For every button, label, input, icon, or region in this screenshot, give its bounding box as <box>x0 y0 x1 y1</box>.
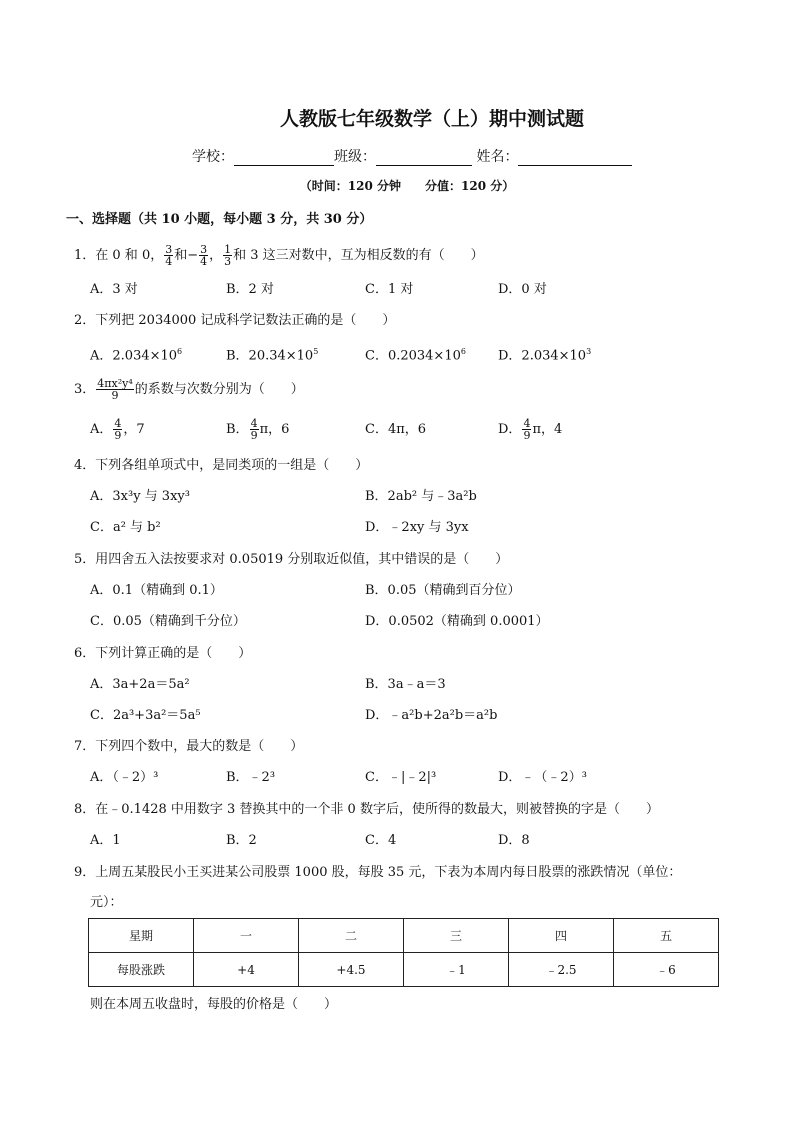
table-cell: 每股涨跌 <box>89 953 194 987</box>
name-label: 姓名： <box>476 149 519 165</box>
option-a[interactable]: A．0.1（精确到 0.1） <box>90 583 223 598</box>
question-5: 5．用四舍五入法按要求对 0.05019 分别取近似值，其中错误的是（ ） <box>74 552 509 567</box>
option-a[interactable]: A．1 <box>90 833 121 848</box>
student-info-line <box>192 146 632 166</box>
table-cell: 五 <box>614 919 719 953</box>
option-b[interactable]: B．2 <box>226 833 257 848</box>
section-heading: 一、选择题（共 10 小题，每小题 3 分，共 30 分） <box>66 212 373 227</box>
question-9-prompt: 则在本周五收盘时，每股的价格是（ ） <box>90 997 338 1012</box>
option-c[interactable]: C．0.05（精确到千分位） <box>90 614 246 629</box>
stock-change-table <box>88 918 719 987</box>
table-cell: ﹣1 <box>404 953 509 987</box>
option-d[interactable]: D．﹣a²b+2a²b＝a²b <box>365 708 498 723</box>
question-2: 2．下列把 2034000 记成科学记数法正确的是（ ） <box>74 313 396 328</box>
question-3: 3． $\frac{\text{4πx²y⁴}}{9}$ 的系数与次数分别为（ ） <box>74 377 304 402</box>
option-d[interactable]: D．8 <box>498 833 530 848</box>
option-a[interactable]: A．（﹣2）³ <box>90 770 159 785</box>
q1-mid: 和− <box>174 248 199 263</box>
option-d[interactable]: D．0.0502（精确到 0.0001） <box>365 614 549 629</box>
option-b[interactable]: B．2ab² 与﹣3a²b <box>365 489 477 504</box>
question-7: 7．下列四个数中，最大的数是（ ） <box>74 739 304 754</box>
school-blank[interactable] <box>234 149 334 166</box>
option-d[interactable]: D．0 对 <box>498 282 547 297</box>
option-a[interactable]: A．$2.034\times 10^6$ <box>90 347 183 364</box>
option-c[interactable]: C．a² 与 b² <box>90 520 161 535</box>
option-b[interactable]: B．﹣2³ <box>226 770 276 785</box>
option-a[interactable]: A．3x³y 与 3xy³ <box>90 489 190 504</box>
q1-mid: ， <box>209 248 223 263</box>
class-label: 班级： <box>334 149 376 165</box>
fraction: $\frac{1}{3}$ <box>224 243 232 268</box>
question-9: 9．上周五某股民小王买进某公司股票 1000 股，每股 35 元，下表为本周内每日股票的涨跌情况（单位： <box>74 865 682 880</box>
option-a[interactable]: A．3 对 <box>90 282 138 297</box>
option-c[interactable]: C．4 <box>365 833 397 848</box>
question-9-cont: 元）： <box>90 895 123 910</box>
table-cell: +4.5 <box>299 953 404 987</box>
q1-post: 和 3 这三对数中，互为相反数的有（ ） <box>233 248 484 263</box>
option-c[interactable]: C．4π，6 <box>365 422 427 437</box>
option-b[interactable]: B．$20.34\times 10^5$ <box>226 347 319 364</box>
table-cell: 二 <box>299 919 404 953</box>
table-row <box>89 953 719 987</box>
option-b[interactable]: B．2 对 <box>226 282 274 297</box>
option-c[interactable]: C．1 对 <box>365 282 414 297</box>
table-cell: 三 <box>404 919 509 953</box>
option-a[interactable]: A．3a+2a＝5a² <box>90 677 190 692</box>
question-1 <box>74 244 484 267</box>
fraction: $\frac{\text{4πx²y⁴}}{9}$ <box>97 377 133 402</box>
option-b[interactable]: B．3a﹣a＝3 <box>365 677 446 692</box>
table-cell: +4 <box>194 953 299 987</box>
class-blank[interactable] <box>376 149 472 166</box>
fraction: $\frac{3}{4}$ <box>165 243 173 268</box>
option-d[interactable]: D． $\frac{4}{9}$ π，4 <box>498 417 563 442</box>
option-c[interactable]: C．﹣|﹣2|³ <box>365 770 437 785</box>
option-c[interactable]: C．$0.2034\times 10^6$ <box>365 347 466 364</box>
option-d[interactable]: D．$2.034\times 10^3$ <box>498 347 592 364</box>
q1-pre: 1．在 0 和 0， <box>74 248 164 263</box>
page-title: 人教版七年级数学（上）期中测试题 <box>279 108 584 130</box>
option-d[interactable]: D．﹣（﹣2）³ <box>498 770 587 785</box>
option-c[interactable]: C．2a³+3a²＝5a⁵ <box>90 708 201 723</box>
question-8: 8．在﹣0.1428 中用数字 3 替换其中的一个非 0 数字后，使所得的数最大，则被替换的字是（ ） <box>74 802 659 817</box>
time-score-line: （时间：120 分钟 分值：120 分） <box>299 179 515 193</box>
option-d[interactable]: D．﹣2xy 与 3yx <box>365 520 469 535</box>
fraction: $\frac{3}{4}$ <box>200 243 208 268</box>
table-cell: 星期 <box>89 919 194 953</box>
table-cell: ﹣6 <box>614 953 719 987</box>
table-cell: 一 <box>194 919 299 953</box>
option-b[interactable]: B． $\frac{4}{9}$ π，6 <box>226 417 290 442</box>
table-cell: 四 <box>509 919 614 953</box>
question-6: 6．下列计算正确的是（ ） <box>74 646 252 661</box>
school-label: 学校： <box>192 149 234 165</box>
option-a[interactable]: A． $\frac{4}{9}$ ，7 <box>90 417 145 442</box>
table-cell: ﹣2.5 <box>509 953 614 987</box>
name-blank[interactable] <box>518 149 632 166</box>
option-b[interactable]: B．0.05（精确到百分位） <box>365 583 521 598</box>
question-4: 4．下列各组单项式中，是同类项的一组是（ ） <box>74 458 369 473</box>
table-header-row <box>89 919 719 953</box>
